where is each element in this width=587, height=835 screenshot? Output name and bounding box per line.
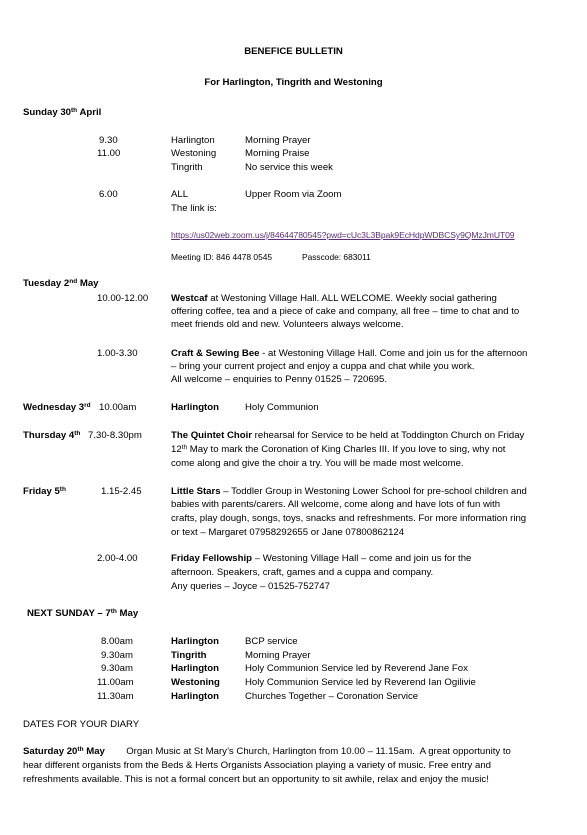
westcaf-line-1: Westcaf at Westoning Village Hall. ALL WELCOME. Weekly social gathering (171, 293, 497, 304)
diary-line-1: Saturday 20th May Organ Music at St Mary’s Church, Harlington from 10.00 – 11.15am. A great opportunity to (23, 746, 511, 757)
thursday-heading: Thursday 4th (23, 430, 81, 441)
thursday-line-2: 12th May to mark the Coronation of King Charles III. If you love to sing, why not (171, 444, 506, 455)
sunday-heading: Sunday 30th April (23, 107, 102, 118)
westcaf-title: Westcaf (171, 293, 208, 304)
next-sunday-place-2: Tingrith (171, 650, 207, 661)
next-sunday-time-2: 9.30am (101, 650, 133, 661)
thursday-time: 7.30-8.30pm (88, 430, 142, 441)
next-sunday-service-1: BCP service (245, 636, 298, 647)
sunday-place-1: Harlington (171, 135, 215, 146)
bulletin-subtitle: For Harlington, Tingrith and Westoning (204, 77, 383, 88)
next-sunday-time-5: 11.30am (97, 691, 134, 702)
next-sunday-time-1: 8.00am (101, 636, 133, 647)
next-sunday-place-5: Harlington (171, 691, 219, 702)
sunday-place-3: Tingrith (171, 162, 203, 173)
wednesday-service: Holy Communion (245, 402, 319, 413)
fellowship-title: Friday Fellowship (171, 553, 253, 564)
zoom-place: ALL (171, 189, 189, 200)
wednesday-time: 10.00am (99, 402, 137, 413)
next-sunday-service-4: Holy Communion Service led by Reverend Ian Ogilivie (245, 677, 476, 688)
next-sunday-place-3: Harlington (171, 663, 219, 674)
westcaf-line-2: offering coffee, tea and a piece of cake and company, all free – time to chat and to (171, 306, 520, 317)
next-sunday-service-2: Morning Prayer (245, 650, 311, 661)
fellowship-line-1: Friday Fellowship – Westoning Village Hall – come and join us for the (171, 553, 472, 564)
little-stars-time: 1.15-2.45 (101, 486, 142, 497)
craft-line-3: All welcome – enquiries to Penny 01525 – 720695. (171, 374, 388, 385)
craft-line-1: Craft & Sewing Bee - at Westoning Village Hall. Come and join us for the afternoon (171, 348, 528, 359)
sunday-time-1: 9.30 (99, 135, 118, 146)
zoom-link[interactable]: https://us02web.zoom.us/j/84644780545?pwd=cUc3L3Bpak9EcHdpWDBCSy9QMzJmUT09 (171, 230, 515, 240)
westcaf-line-3: meet friends old and new. Volunteers always welcome. (171, 319, 404, 330)
craft-line-2: – bring your current project and enjoy a cuppa and chat while you work. (171, 361, 475, 372)
sunday-service-2: Morning Praise (245, 148, 310, 159)
zoom-passcode: Passcode: 683011 (302, 252, 371, 262)
wednesday-heading: Wednesday 3rd (23, 402, 91, 413)
little-stars-line-2: babies with parents/carers. All welcome, come along and have lots of fun with (171, 499, 501, 510)
next-sunday-service-3: Holy Communion Service led by Reverend Jane Fox (245, 663, 468, 674)
fellowship-line-3: Any queries – Joyce – 01525-752747 (171, 581, 330, 592)
tuesday-heading: Tuesday 2nd May (23, 278, 99, 289)
next-sunday-heading: NEXT SUNDAY – 7th May (27, 608, 139, 619)
zoom-meeting-id: Meeting ID: 846 4478 0545 (171, 252, 273, 262)
little-stars-line-1: Little Stars – Toddler Group in Westoning Lower School for pre-school children and (171, 486, 527, 497)
thursday-line-1: The Quintet Choir rehearsal for Service to be held at Toddington Church on Friday (171, 430, 525, 441)
diary-line-3: refreshments available. This is not a formal concert but an opportunity to sit awhile, relax and enjoy the music! (23, 774, 489, 785)
diary-line-2: hear different organists from the Beds & Herts Organists Association playing a variety of music. Free entry and (23, 760, 492, 771)
diary-heading: DATES FOR YOUR DIARY (23, 719, 140, 730)
fellowship-time: 2.00-4.00 (97, 553, 138, 564)
sunday-service-1: Morning Prayer (245, 135, 311, 146)
next-sunday-service-5: Churches Together – Coronation Service (245, 691, 419, 702)
sunday-place-2: Westoning (171, 148, 217, 159)
craft-title: Craft & Sewing Bee (171, 348, 260, 359)
craft-time: 1.00-3.30 (97, 348, 138, 359)
next-sunday-place-1: Harlington (171, 636, 219, 647)
diary-date: Saturday 20th May (23, 746, 105, 757)
choir-title: The Quintet Choir (171, 430, 253, 441)
next-sunday-time-4: 11.00am (97, 677, 134, 688)
sunday-time-2: 11.00 (97, 148, 121, 159)
wednesday-place: Harlington (171, 402, 219, 413)
next-sunday-time-3: 9.30am (101, 663, 133, 674)
zoom-time: 6.00 (99, 189, 118, 200)
next-sunday-place-4: Westoning (171, 677, 220, 688)
westcaf-time: 10.00-12.00 (97, 293, 149, 304)
little-stars-line-3: crafts, play dough, songs, toys, snacks and refreshments. For more information ring (171, 513, 527, 524)
thursday-line-3: come along and give the choir a try. You will be made most welcome. (171, 458, 464, 469)
little-stars-line-4: or text – Margaret 07958292655 or Jane 07800862124 (171, 527, 405, 538)
sunday-service-3: No service this week (245, 162, 333, 173)
zoom-service: Upper Room via Zoom (245, 189, 342, 200)
bulletin-title: BENEFICE BULLETIN (244, 46, 343, 57)
fellowship-line-2: afternoon. Speakers, craft, games and a cuppa and company. (171, 567, 434, 578)
little-stars-title: Little Stars (171, 486, 221, 497)
zoom-link-intro: The link is: (171, 203, 217, 214)
friday-heading: Friday 5th (23, 486, 66, 497)
